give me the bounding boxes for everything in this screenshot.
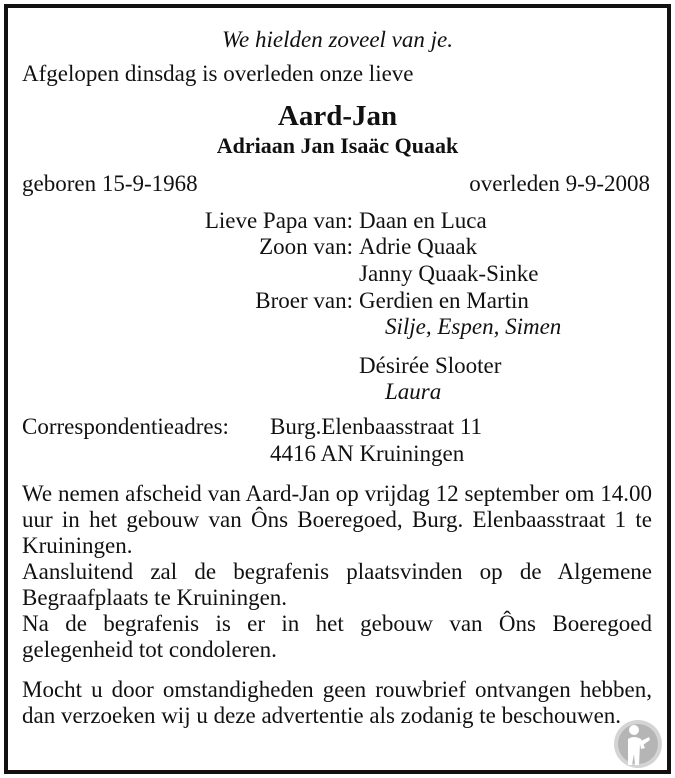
ceremony-paragraph: We nemen afscheid van Aard-Jan op vrijdag 12 september om 14.00 uur in het gebouw van Ôns Boeregoed, Burg. Elenbaasstraat 1 te Kruiningen. <box>22 481 652 558</box>
family-label: Broer van: <box>255 288 353 313</box>
burial-paragraph: Aansluitend zal de begrafenis plaatsvinden op de Algemene Begraafplaats te Kruiningen. <box>22 559 652 610</box>
family-value: Janny Quaak-Sinke <box>359 261 539 286</box>
deceased-name: Aard-Jan <box>277 100 398 132</box>
family-label: Lieve Papa van: <box>204 208 353 233</box>
address-line: Burg.Elenbaasstraat 11 <box>270 414 483 439</box>
intro-line: Afgelopen dinsdag is overleden onze lieve <box>22 61 414 86</box>
condolence-paragraph: Na de begrafenis is er in het gebouw van Ôns Boeregoed gelegenheid tot condoleren. <box>22 611 652 662</box>
family-value: Daan en Luca <box>359 208 487 233</box>
family-value: Adrie Quaak <box>359 234 478 259</box>
death-date: overleden 9-9-2008 <box>469 171 650 196</box>
partner-name: Désirée Slooter <box>359 353 502 378</box>
address-line: 4416 AN Kruiningen <box>270 441 465 466</box>
deceased-full-name: Adriaan Jan Isaäc Quaak <box>216 133 459 158</box>
mourning-figure-icon <box>612 718 664 770</box>
birth-date: geboren 15-9-1968 <box>22 171 198 196</box>
family-label: Zoon van: <box>259 234 353 259</box>
family-value: Gerdien en Martin <box>359 288 529 313</box>
address-label: Correspondentieadres: <box>22 414 229 439</box>
grandchildren-list: Silje, Espen, Simen <box>385 314 562 339</box>
motto: We hielden zoveel van je. <box>222 27 453 52</box>
grandchildren-list: Laura <box>385 379 442 404</box>
closing-paragraph: Mocht u door omstandigheden geen rouwbrief ontvangen hebben, dan verzoeken wij u deze advertentie als zodanig te beschouwen. <box>22 677 652 728</box>
